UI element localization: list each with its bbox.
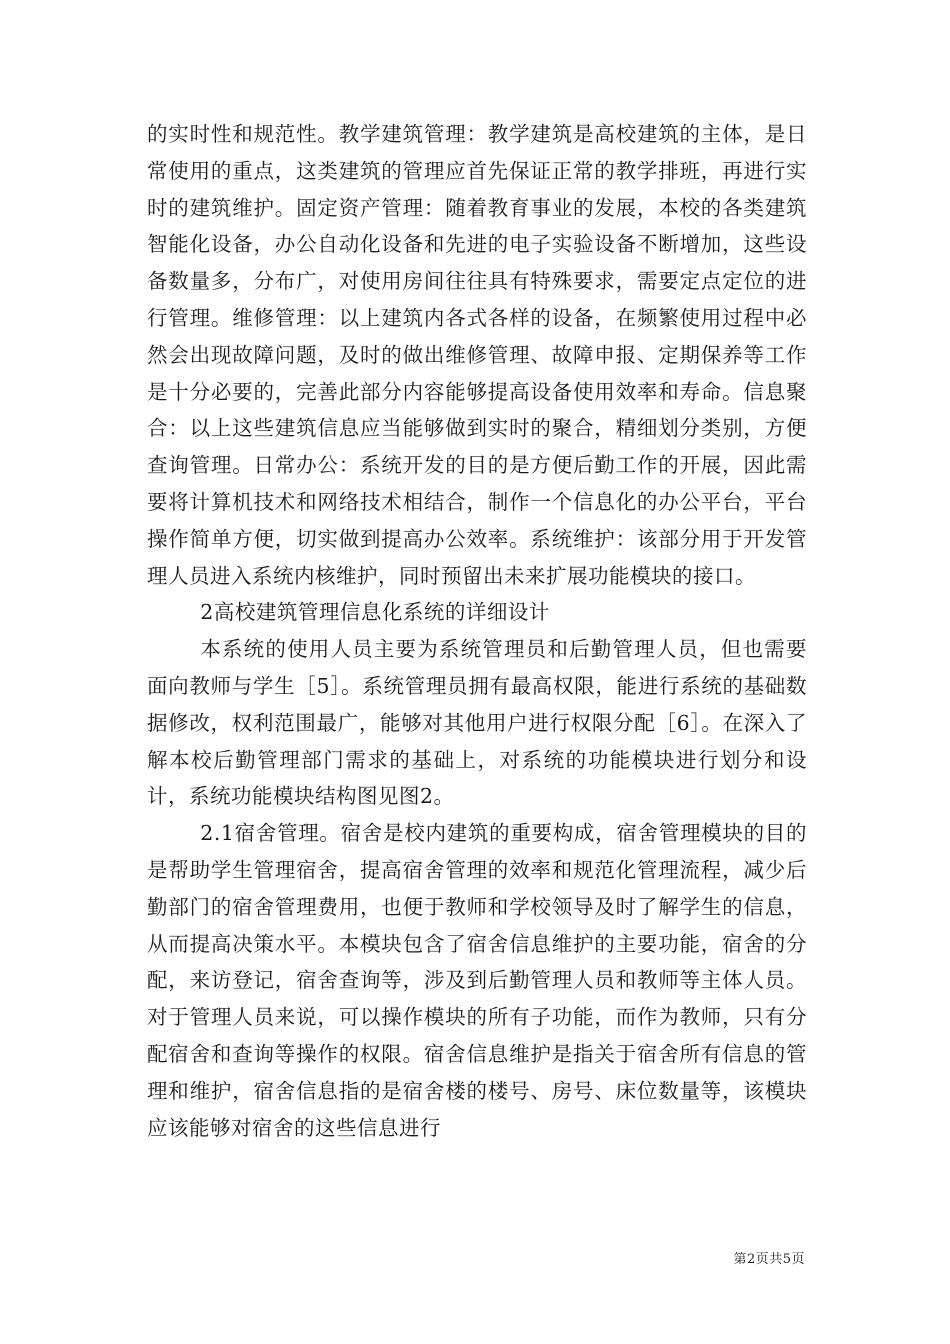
page-number-footer: 第2页共5页 — [733, 1252, 805, 1267]
paragraph-continuation: 的实时性和规范性。教学建筑管理：教学建筑是高校建筑的主体，是日常使用的重点，这类建筑的管理应首先保证正常的教学排班，再进行实时的建筑维护。固定资产管理：随着教育事业的发展，本校的各类建筑智能化设备，办公自动化设备和先进的电子实验设备不断增加，这些设备数量多，分布广，对使用房间往往具有特殊要求，需要定点定位的进行管理。维修管理：以上建筑内各式各样的设备，在频繁使用过程中必然会出现故障问题，及时的做出维修管理、故障申报、定期保养等工作是十分必要的，完善此部分内容能够提高设备使用效率和寿命。信息聚合：以上这些建筑信息应当能够做到实时的聚合，精细划分类别，方便查询管理。日常办公：系统开发的目的是方便后勤工作的开展，因此需要将计算机技术和网络技术相结合，制作一个信息化的办公平台，平台操作简单方便，切实做到提高办公效率。系统维护：该部分用于开发管理人员进入系统内核维护，同时预留出未来扩展功能模块的接口。 — [147, 122, 807, 588]
body-text — [147, 116, 807, 1146]
section-heading: 2高校建筑管理信息化系统的详细设计 — [200, 600, 550, 625]
paragraph-dormitory-management: 2.1宿舍管理。宿舍是校内建筑的重要构成，宿舍管理模块的目的是帮助学生管理宿舍，提高宿舍管理的效率和规范化管理流程，减少后勤部门的宿舍管理费用，也便于教师和学校领导及时了解学生的信息，从而提高决策水平。本模块包含了宿舍信息维护的主要功能，宿舍的分配，来访登记，宿舍查询等，涉及到后勤管理人员和教师等主体人员。对于管理人员来说，可以操作模块的所有子功能，而作为教师，只有分配宿舍和查询等操作的权限。宿舍信息维护是指关于宿舍所有信息的管理和维护，宿舍信息指的是宿舍楼的楼号、房号、床位数量等，该模块应该能够对宿舍的这些信息进行 — [147, 821, 807, 1140]
paragraph-system-users: 本系统的使用人员主要为系统管理员和后勤管理人员，但也需要面向教师与学生［5］。系统管理员拥有最高权限，能进行系统的基础数据修改，权利范围最广，能够对其他用户进行权限分配［6］。在深入了解本校后勤管理部门需求的基础上，对系统的功能模块进行划分和设计，系统功能模块结构图见图2。 — [147, 637, 807, 809]
